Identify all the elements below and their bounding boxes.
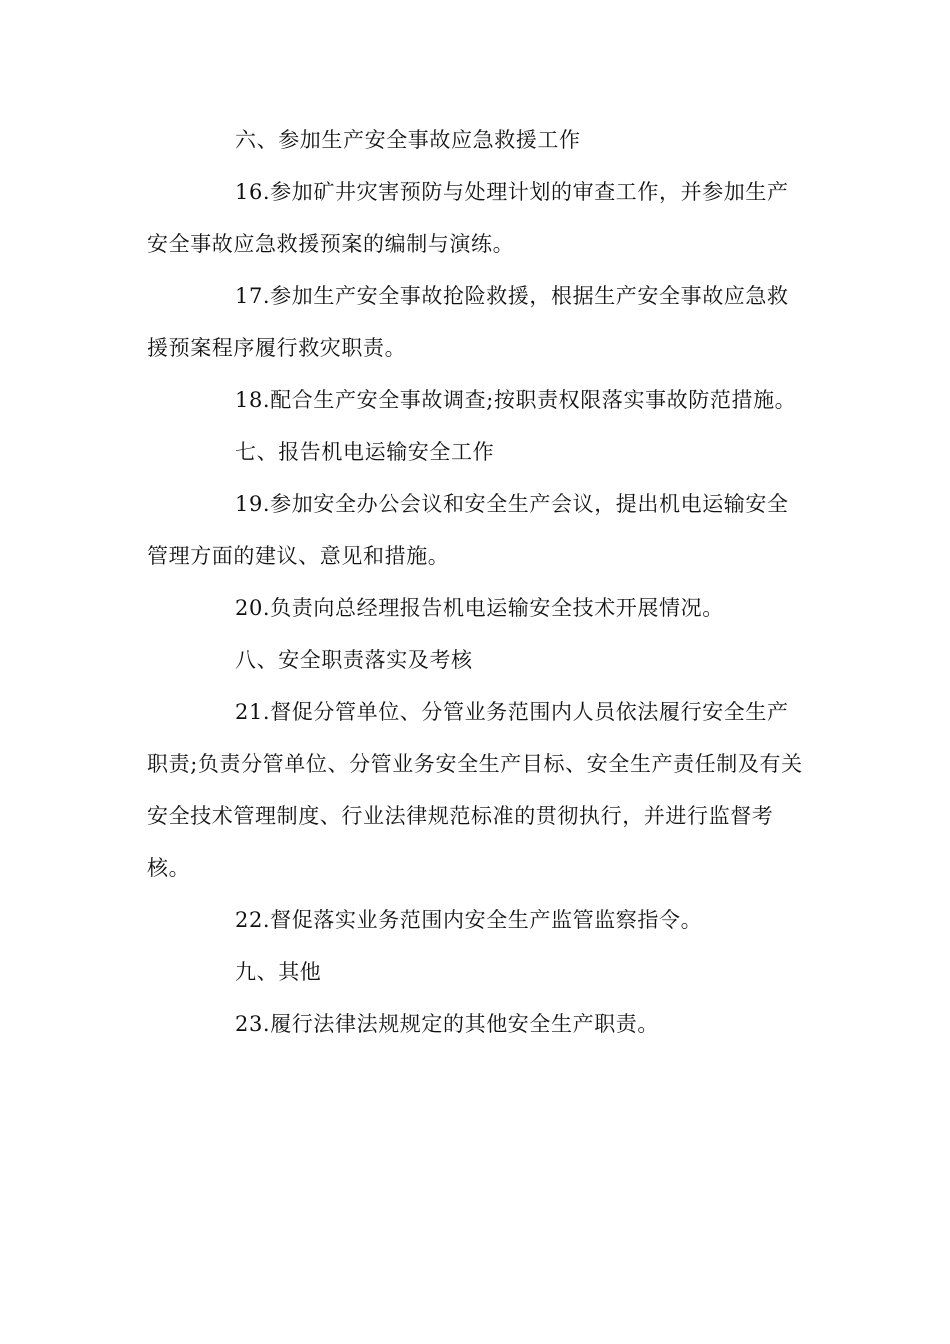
section-heading-8: 八、安全职责落实及考核 <box>235 648 473 672</box>
paragraph-17: 17.参加生产安全事故抢险救援，根据生产安全事故应急救援预案程序履行救灾职责。 <box>147 284 789 360</box>
section-heading-7: 七、报告机电运输安全工作 <box>235 440 495 464</box>
paragraph-16: 16.参加矿井灾害预防与处理计划的审查工作，并参加生产安全事故应急救援预案的编制与演练。 <box>147 180 789 256</box>
section-heading-6: 六、参加生产安全事故应急救援工作 <box>235 128 581 152</box>
paragraph-20: 20.负责向总经理报告机电运输安全技术开展情况。 <box>235 596 724 620</box>
paragraph-18: 18.配合生产安全事故调查;按职责权限落实事故防范措施。 <box>235 388 797 412</box>
paragraph-23: 23.履行法律法规规定的其他安全生产职责。 <box>235 1012 659 1036</box>
document-body <box>147 114 807 1050</box>
paragraph-22: 22.督促落实业务范围内安全生产监管监察指令。 <box>235 908 703 932</box>
section-heading-9: 九、其他 <box>235 960 322 984</box>
paragraph-21: 21.督促分管单位、分管业务范围内人员依法履行安全生产职责;负责分管单位、分管业务安全生产目标、安全生产责任制及有关安全技术管理制度、行业法律规范标准的贯彻执行，并进行监督考核。 <box>147 700 803 880</box>
paragraph-19: 19.参加安全办公会议和安全生产会议，提出机电运输安全管理方面的建议、意见和措施。 <box>147 492 789 568</box>
